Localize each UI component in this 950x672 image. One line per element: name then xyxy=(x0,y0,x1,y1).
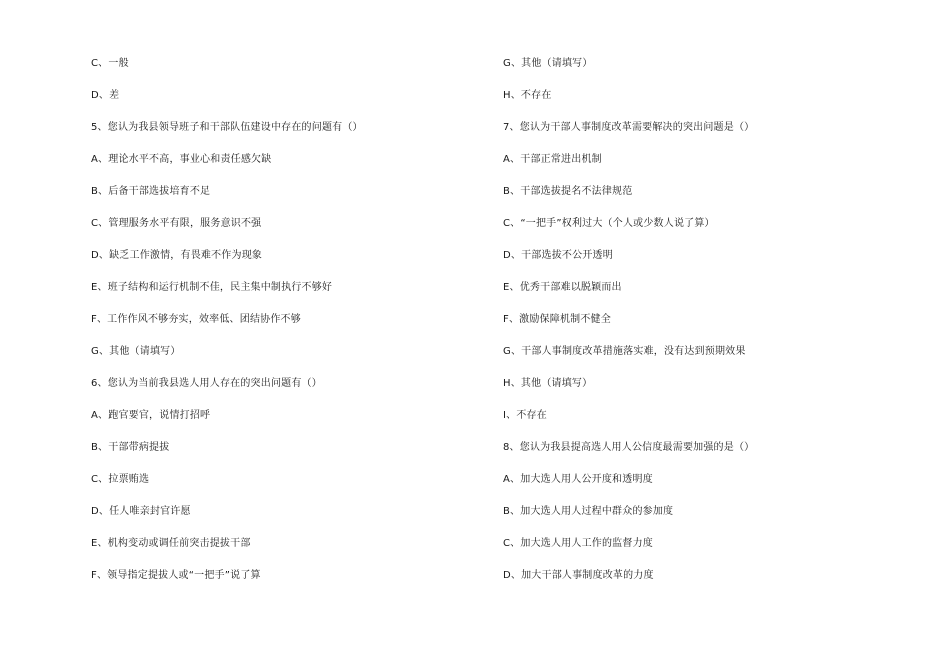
option-line: H、其他（请填写） xyxy=(503,378,593,389)
left-column xyxy=(91,56,491,600)
option-line: B、后备干部选拔培育不足 xyxy=(91,186,211,197)
option-line: F、工作作风不够夯实，效率低、团结协作不够 xyxy=(91,314,301,325)
option-line: G、其他（请填写） xyxy=(503,58,593,69)
option-line: E、机构变动或调任前突击提拔干部 xyxy=(91,538,251,549)
option-line: B、干部选拔提名不法律规范 xyxy=(503,186,633,197)
option-line: D、缺乏工作激情，有畏难不作为现象 xyxy=(91,250,263,261)
option-line: B、干部带病提拔 xyxy=(91,442,170,453)
option-line: C、一般 xyxy=(91,58,129,69)
option-line: G、干部人事制度改革措施落实难，没有达到预期效果 xyxy=(503,346,746,357)
option-line: I、不存在 xyxy=(503,410,547,421)
option-line: D、加大干部人事制度改革的力度 xyxy=(503,570,654,581)
option-line: D、任人唯亲封官许愿 xyxy=(91,506,191,517)
option-line: C、管理服务水平有限，服务意识不强 xyxy=(91,218,262,229)
option-line: C、拉票贿选 xyxy=(91,474,150,485)
option-line: E、优秀干部难以脱颖而出 xyxy=(503,282,622,293)
option-line: H、不存在 xyxy=(503,90,552,101)
question-line: 7、您认为干部人事制度改革需要解决的突出问题是（） xyxy=(503,122,755,133)
option-line: C、“一把手”权利过大（个人或少数人说了算） xyxy=(503,218,715,229)
option-line: C、加大选人用人工作的监督力度 xyxy=(503,538,653,549)
question-line: 6、您认为当前我县选人用人存在的突出问题有（） xyxy=(91,378,322,389)
option-line: B、加大选人用人过程中群众的参加度 xyxy=(503,506,674,517)
option-line: D、干部选拔不公开透明 xyxy=(503,250,613,261)
option-line: F、领导指定提拔人或“一把手”说了算 xyxy=(91,570,261,581)
question-line: 8、您认为我县提高选人用人公信度最需要加强的是（） xyxy=(503,442,755,453)
right-column xyxy=(503,56,903,600)
option-line: A、干部正常进出机制 xyxy=(503,154,602,165)
option-line: F、激励保障机制不健全 xyxy=(503,314,611,325)
option-line: A、理论水平不高，事业心和责任感欠缺 xyxy=(91,154,272,165)
option-line: A、跑官要官，说情打招呼 xyxy=(91,410,211,421)
option-line: A、加大选人用人公开度和透明度 xyxy=(503,474,653,485)
option-line: G、其他（请填写） xyxy=(91,346,181,357)
option-line: D、差 xyxy=(91,90,120,101)
question-line: 5、您认为我县领导班子和干部队伍建设中存在的问题有（） xyxy=(91,122,363,133)
option-line: E、班子结构和运行机制不佳，民主集中制执行不够好 xyxy=(91,282,333,293)
